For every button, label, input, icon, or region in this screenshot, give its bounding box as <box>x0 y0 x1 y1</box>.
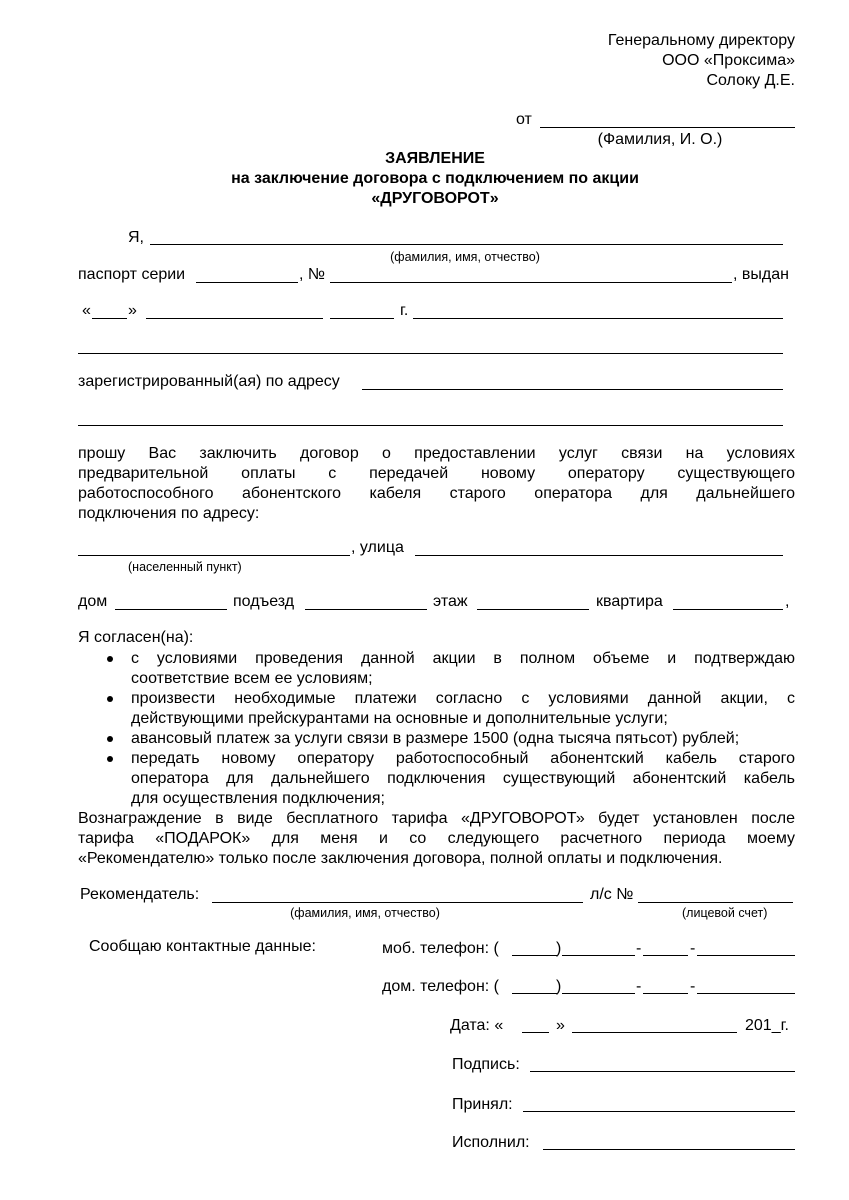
recommender-name-hint: (фамилия, имя, отчество) <box>290 906 440 920</box>
bullet-icon <box>107 756 113 762</box>
home-part-2-field[interactable] <box>643 993 688 994</box>
issue-date-quote-open: « <box>82 302 91 319</box>
reward-line-2: тарифа «ПОДАРОК» для меня и со следующего расчетного периода моему <box>78 830 795 847</box>
settlement-hint: (населенный пункт) <box>128 560 242 574</box>
registered-address-field-2[interactable] <box>78 425 783 426</box>
date-month-field[interactable] <box>572 1032 737 1033</box>
reward-line-1: Вознаграждение в виде бесплатного тарифа «ДРУГОВОРОТ» будет установлен после <box>78 810 795 827</box>
agreement-item-4-line-3: для осуществления подключения; <box>131 790 385 807</box>
i-label: Я, <box>128 229 144 246</box>
signature-label: Подпись: <box>452 1056 520 1073</box>
agreement-item-2-line-2: действующими прейскурантами на основные и дополнительные услуги; <box>131 710 668 727</box>
mobile-part-1-field[interactable] <box>562 955 635 956</box>
date-quote-close: » <box>556 1017 565 1034</box>
issued-by-field[interactable] <box>413 318 783 319</box>
home-part-1-field[interactable] <box>562 993 635 994</box>
addressee-line-2: ООО «Проксима» <box>662 52 795 69</box>
home-dash-1: - <box>636 978 642 995</box>
reward-line-3: «Рекомендателю» только после заключения договора, полной оплаты и подключения. <box>78 850 723 867</box>
contacts-label: Сообщаю контактные данные: <box>89 938 316 955</box>
request-line-4: подключения по адресу: <box>78 505 260 522</box>
executed-label: Исполнил: <box>452 1134 530 1151</box>
request-line-2: предварительной оплаты с передачей новому оператору существующего <box>78 465 795 482</box>
date-label: Дата: « <box>450 1017 504 1034</box>
date-year-suffix: 201_г. <box>745 1017 789 1034</box>
floor-label: этаж <box>433 593 468 610</box>
addressee-line-1: Генеральному директору <box>607 32 795 49</box>
home-code-field[interactable] <box>512 993 557 994</box>
from-name-field[interactable] <box>540 127 795 128</box>
request-line-1: прошу Вас заключить договор о предоставлении услуг связи на условиях <box>78 445 795 462</box>
mobile-paren-close: ) <box>556 940 562 957</box>
floor-field[interactable] <box>477 609 589 610</box>
date-day-field[interactable] <box>522 1032 549 1033</box>
home-dash-2: - <box>690 978 696 995</box>
agreement-item-1-line-1: с условиями проведения данной акции в полном объеме и подтверждаю <box>131 650 795 667</box>
issue-month-field[interactable] <box>146 318 323 319</box>
mobile-phone-label: моб. телефон: ( <box>382 940 499 957</box>
issue-year-field[interactable] <box>330 318 394 319</box>
apartment-label: квартира <box>596 593 663 610</box>
issue-day-field[interactable] <box>92 318 127 319</box>
mobile-code-field[interactable] <box>512 955 557 956</box>
bullet-icon <box>107 736 113 742</box>
year-label: г. <box>400 302 409 319</box>
mobile-part-2-field[interactable] <box>643 955 688 956</box>
entrance-label: подъезд <box>233 593 295 610</box>
agreement-item-4-line-2: оператора для дальнейшего подключения существующий абонентский кабель <box>131 770 795 787</box>
agreement-item-2-line-1: произвести необходимые платежи согласно с условиями данной акции, с <box>131 690 795 707</box>
agreement-intro: Я согласен(на): <box>78 629 194 646</box>
passport-series-label: паспорт серии <box>78 266 186 283</box>
passport-number-field[interactable] <box>330 282 732 283</box>
trailing-comma: , <box>785 593 790 610</box>
bullet-icon <box>107 656 113 662</box>
applicant-name-hint: (фамилия, имя, отчество) <box>390 250 540 264</box>
home-phone-label: дом. телефон: ( <box>382 978 499 995</box>
from-hint: (Фамилия, И. О.) <box>597 131 723 148</box>
street-field[interactable] <box>415 555 783 556</box>
mobile-part-3-field[interactable] <box>697 955 795 956</box>
document-title: ЗАЯВЛЕНИЕ <box>385 150 485 167</box>
document-subtitle-2: «ДРУГОВОРОТ» <box>371 190 499 207</box>
entrance-field[interactable] <box>305 609 427 610</box>
house-label: дом <box>78 593 108 610</box>
registered-label: зарегистрированный(ая) по адресу <box>78 373 340 390</box>
issued-by-field-2[interactable] <box>78 353 783 354</box>
accepted-field[interactable] <box>523 1111 795 1112</box>
house-field[interactable] <box>115 609 227 610</box>
settlement-field[interactable] <box>78 555 350 556</box>
bullet-icon <box>107 696 113 702</box>
signature-field[interactable] <box>530 1071 795 1072</box>
account-field[interactable] <box>638 902 793 903</box>
registered-address-field[interactable] <box>362 389 783 390</box>
recommender-label: Рекомендатель: <box>80 886 200 903</box>
passport-number-label: , № <box>299 266 326 283</box>
agreement-item-1-line-2: соответствие всем ее условиям; <box>131 670 373 687</box>
street-label: , улица <box>351 539 404 556</box>
home-part-3-field[interactable] <box>697 993 795 994</box>
home-paren-close: ) <box>556 978 562 995</box>
agreement-item-4-line-1: передать новому оператору работоспособный абонентский кабель старого <box>131 750 795 767</box>
document-subtitle-1: на заключение договора с подключением по акции <box>231 170 639 187</box>
accepted-label: Принял: <box>452 1096 513 1113</box>
executed-field[interactable] <box>543 1149 795 1150</box>
passport-series-field[interactable] <box>196 282 298 283</box>
apartment-field[interactable] <box>673 609 783 610</box>
recommender-name-field[interactable] <box>212 902 583 903</box>
account-label: л/с № <box>590 886 634 903</box>
applicant-name-field[interactable] <box>150 244 783 245</box>
mobile-dash-2: - <box>690 940 696 957</box>
issue-date-quote-close: » <box>128 302 137 319</box>
account-hint: (лицевой счет) <box>682 906 768 920</box>
addressee-line-3: Солоку Д.Е. <box>706 72 795 89</box>
agreement-item-3-line-1: авансовый платеж за услуги связи в размере 1500 (одна тысяча пятьсот) рублей; <box>131 730 740 747</box>
request-line-3: работоспособного абонентского кабеля старого оператора для дальнейшего <box>78 485 795 502</box>
mobile-dash-1: - <box>636 940 642 957</box>
issued-label: , выдан <box>733 266 789 283</box>
from-label: от <box>516 111 532 128</box>
